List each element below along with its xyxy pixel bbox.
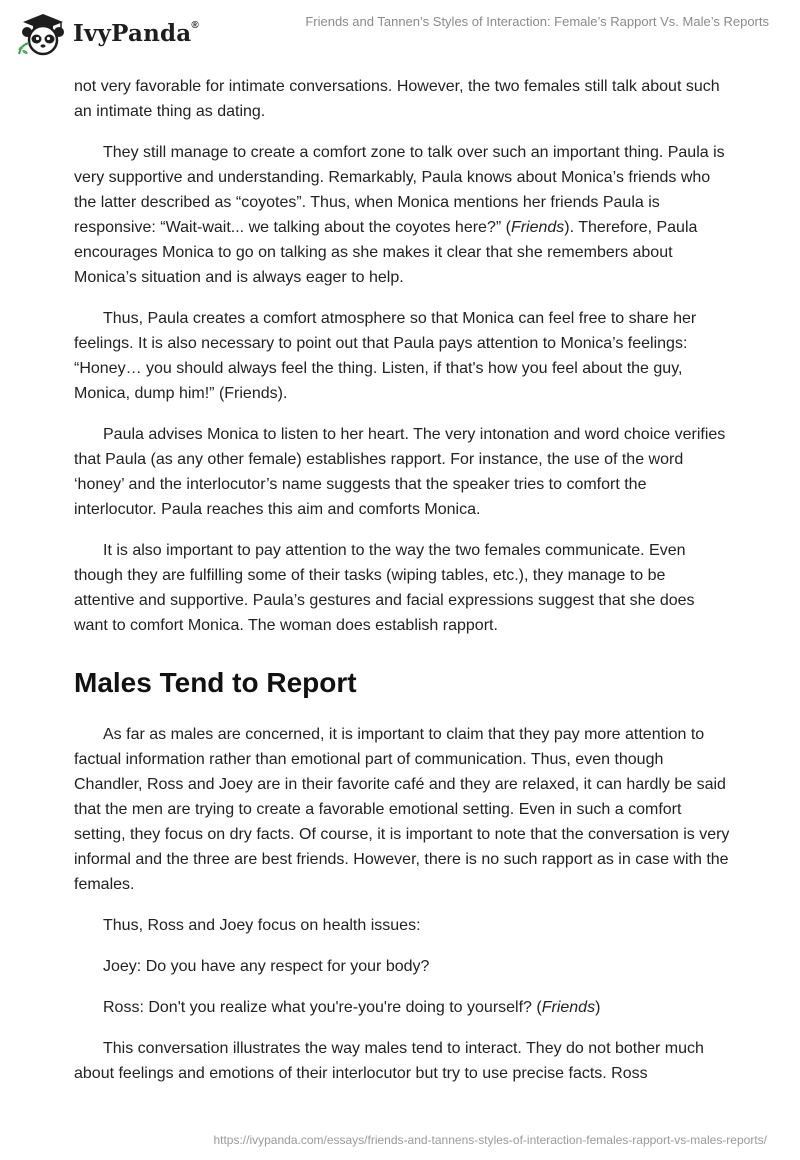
paragraph-text: ). Therefore, Paula encourages Monica to go on talking as she makes it clear that she remembers about Monica’s situation and is always eager to help. xyxy=(74,219,698,286)
paragraph-text: Ross: Don't you realize what you're-you're doing to yourself? ( xyxy=(103,999,542,1016)
paragraph: Thus, Paula creates a comfort atmosphere so that Monica can feel free to share her feelings. It is also necessary to point out that Paula pays attention to Monica’s feelings: “Honey… you should always feel the thing. Listen, if that's how you feel about the guy, Monica, dump him!” (Friends). xyxy=(74,310,697,402)
logo-wordmark xyxy=(73,20,199,47)
paragraph-text: ) xyxy=(595,999,601,1016)
paragraph: As far as males are concerned, it is important to claim that they pay more attention to factual information rather than emotional part of communication. Thus, even though Chandler, Ross and Joey are in their favorite café and they are relaxed, it can hardly be said that the men are trying to create a favorable emotional setting. Even in such a comfort setting, they focus on dry facts. Of course, it is important to note that the conversation is very informal and the three are best friends. However, there is no such rapport as in case with the females. xyxy=(74,726,730,893)
paragraph-text: They still manage to create a comfort zone to talk over such an important thing. Paula is very supportive and understanding. Remarkably, Paula knows about Monica’s friends who the latter described as “coyotes”. Thus, when Monica mentions her friends Paula is responsive: “Wait-wait... we talking about the coyotes here?” ( xyxy=(74,144,725,236)
logo-text: IvyPanda xyxy=(73,20,192,47)
paragraph: not very favorable for intimate conversations. However, the two females still talk about such an intimate thing as dating. xyxy=(74,78,720,120)
citation: Friends xyxy=(541,999,596,1016)
dialogue-line xyxy=(74,995,730,1020)
source-url[interactable]: https://ivypanda.com/essays/friends-and-tannens-styles-of-interaction-females-rapport-vs-males-reports/ xyxy=(213,1133,767,1147)
paragraph xyxy=(74,140,730,290)
citation: Friends xyxy=(510,219,565,236)
dialogue-line: Joey: Do you have any respect for your body? xyxy=(103,958,430,975)
essay-body xyxy=(74,74,730,1102)
paragraph: Thus, Ross and Joey focus on health issues: xyxy=(103,917,421,934)
page-header xyxy=(0,0,800,60)
paragraph: It is also important to pay attention to the way the two females communicate. Even though they are fulfilling some of their tasks (wiping tables, etc.), they manage to be attentive and supportive. Paula’s gestures and facial expressions suggest that she does want to comfort Monica. The woman does establish rapport. xyxy=(74,542,695,634)
paragraph: Paula advises Monica to listen to her heart. The very intonation and word choice verifies that Paula (as any other female) establishes rapport. For instance, the use of the word ‘honey’ and the interlocutor’s name suggests that the speaker tries to comfort the interlocutor. Paula reaches this aim and comforts Monica. xyxy=(74,426,726,518)
paragraph: This conversation illustrates the way males tend to interact. They do not bother much about feelings and emotions of their interlocutor but try to use precise facts. Ross xyxy=(74,1040,704,1082)
document-title: Friends and Tannen’s Styles of Interaction: Female’s Rapport Vs. Male’s Reports xyxy=(305,14,769,29)
section-heading: Males Tend to Report xyxy=(74,667,357,698)
ivypanda-logo[interactable] xyxy=(15,10,215,56)
registered-mark: ® xyxy=(191,20,199,32)
panda-logo-icon xyxy=(15,10,67,56)
